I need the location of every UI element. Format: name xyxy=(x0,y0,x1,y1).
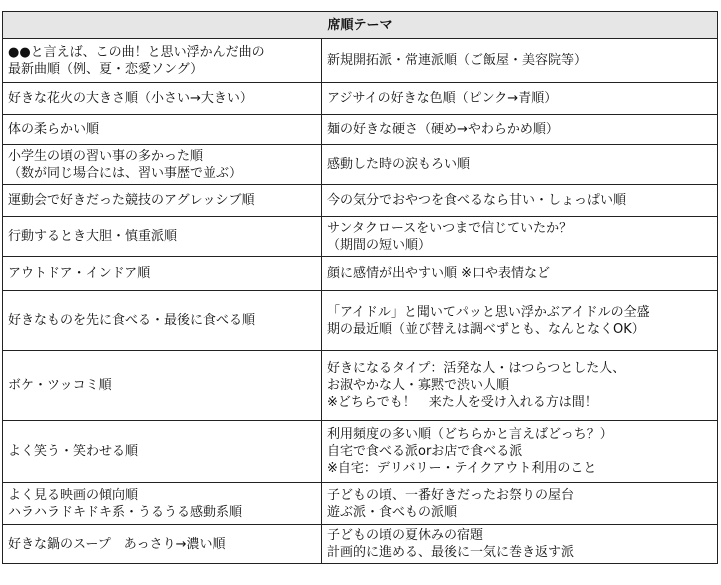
table-row xyxy=(3,115,718,145)
theme-cell-left: 小学生の頃の習い事の多かった順 （数が同じ場合には、習い事歴で並ぶ） xyxy=(3,145,322,185)
theme-cell-left: ボケ・ツッコミ順 xyxy=(3,351,322,421)
theme-cell-right: 「アイドル」と聞いてパッと思い浮かぶアイドルの全盛 期の最近順（並び替えは調べずとも、なんとなくOK） xyxy=(322,291,718,351)
table-row xyxy=(3,145,718,185)
theme-cell-left: よく笑う・笑わせる順 xyxy=(3,421,322,483)
theme-cell-left: 運動会で好きだった競技のアグレッシブ順 xyxy=(3,185,322,217)
table-row xyxy=(3,39,718,83)
theme-cell-right: 子どもの頃、一番好きだったお祭りの屋台 遊ぶ派・食べもの派順 xyxy=(322,483,718,525)
table-row xyxy=(3,257,718,291)
table-row xyxy=(3,421,718,483)
table-row xyxy=(3,483,718,525)
table-row xyxy=(3,525,718,564)
theme-cell-left: 好きな鍋のスープ あっさり→濃い順 xyxy=(3,525,322,564)
theme-cell-left: 行動するとき大胆・慎重派順 xyxy=(3,217,322,257)
theme-cell-right: 子どもの頃の夏休みの宿題 計画的に進める、最後に一気に巻き返す派 xyxy=(322,525,718,564)
table-row xyxy=(3,351,718,421)
theme-cell-right: アジサイの好きな色順（ピンク→青順） xyxy=(322,83,718,115)
table-title: 席順テーマ xyxy=(3,12,718,39)
theme-cell-right: 今の気分でおやつを食べるなら甘い・しょっぱい順 xyxy=(322,185,718,217)
theme-cell-left: 体の柔らかい順 xyxy=(3,115,322,145)
seating-theme-table xyxy=(2,11,718,564)
theme-cell-left: ●●と言えば、この曲！と思い浮かんだ曲の 最新曲順（例、夏・恋愛ソング） xyxy=(3,39,322,83)
theme-cell-right: 感動した時の涙もろい順 xyxy=(322,145,718,185)
theme-cell-right: 好きになるタイプ：活発な人・はつらつとした人、 お淑やかな人・寡黙で渋い人順 ※どちらでも！ 来た人を受け入れる方は間！ xyxy=(322,351,718,421)
table-row xyxy=(3,217,718,257)
theme-cell-left: 好きな花火の大きさ順（小さい→大きい） xyxy=(3,83,322,115)
theme-cell-left: よく見る映画の傾向順 ハラハラドキドキ系・うるうる感動系順 xyxy=(3,483,322,525)
table-row xyxy=(3,83,718,115)
theme-cell-right: 新規開拓派・常連派順（ご飯屋・美容院等） xyxy=(322,39,718,83)
theme-cell-right: 麺の好きな硬さ（硬め→やわらかめ順） xyxy=(322,115,718,145)
header-row xyxy=(3,12,718,39)
theme-cell-right: 利用頻度の多い順（どちらかと言えばどっち？） 自宅で食べる派orお店で食べる派 ※自宅：デリバリー・テイクアウト利用のこと xyxy=(322,421,718,483)
theme-cell-left: アウトドア・インドア順 xyxy=(3,257,322,291)
theme-cell-right: サンタクロースをいつまで信じていたか？ （期間の短い順） xyxy=(322,217,718,257)
table-row xyxy=(3,185,718,217)
seating-theme-sheet xyxy=(2,11,717,564)
table-row xyxy=(3,291,718,351)
theme-cell-right: 顔に感情が出やすい順 ※口や表情など xyxy=(322,257,718,291)
theme-cell-left: 好きなものを先に食べる・最後に食べる順 xyxy=(3,291,322,351)
